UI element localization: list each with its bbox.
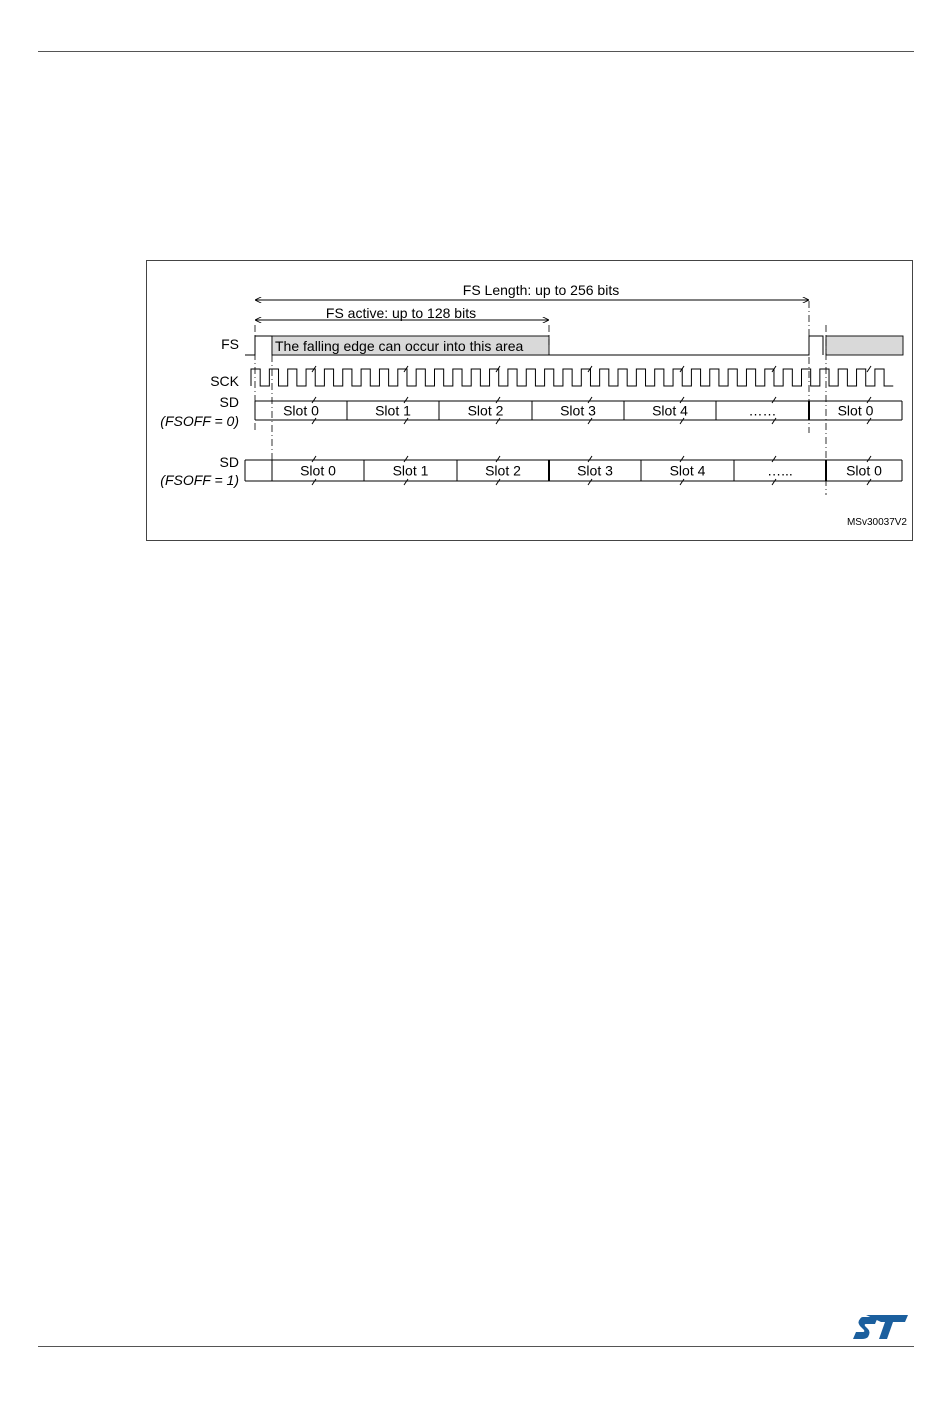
bit-tick — [680, 418, 684, 424]
bit-tick — [312, 418, 316, 424]
slot-label: Slot 2 — [485, 462, 521, 479]
sd-fsoff0-row — [255, 397, 902, 424]
slot-label: Slot 1 — [375, 402, 411, 419]
bit-tick — [588, 456, 592, 462]
slot-label: Slot 0 — [300, 462, 336, 479]
fs-active-label: FS active: up to 128 bits — [325, 305, 477, 321]
falling-edge-note: The falling edge can occur into this area — [275, 338, 524, 354]
slot-label: …... — [767, 462, 793, 479]
bit-tick — [680, 479, 684, 485]
fsoff0-label: (FSOFF = 0) — [160, 413, 239, 429]
slot-label: …… — [748, 402, 777, 419]
bit-tick — [680, 456, 684, 462]
bit-tick — [404, 456, 408, 462]
bit-tick — [312, 456, 316, 462]
header-rule — [38, 51, 914, 52]
sd-fsoff0-label: SD — [219, 394, 239, 410]
bit-tick — [496, 479, 500, 485]
slot-label: Slot 2 — [467, 402, 504, 419]
bit-tick — [867, 456, 871, 462]
bit-tick — [496, 418, 500, 424]
bit-tick — [772, 479, 776, 485]
fsoff1-label: (FSOFF = 1) — [160, 472, 239, 488]
slot-label: Slot 0 — [283, 402, 319, 419]
slot-label: Slot 4 — [652, 402, 688, 419]
slot-label: Slot 4 — [669, 462, 706, 479]
bit-tick — [496, 456, 500, 462]
fs-length-label: FS Length: up to 256 bits — [462, 282, 620, 298]
figure-id: MSv30037V2 — [846, 517, 907, 528]
next-frame-fs-area — [826, 336, 903, 355]
timing-diagram — [147, 261, 914, 542]
sd-fsoff1-label: SD — [219, 454, 239, 470]
slot-label: Slot 3 — [560, 402, 596, 419]
sck-signal-label: SCK — [210, 373, 239, 389]
bit-tick — [588, 418, 592, 424]
st-logo-icon — [852, 1313, 910, 1341]
sck-slot-tick — [867, 366, 871, 372]
bit-tick — [404, 479, 408, 485]
bit-tick — [404, 418, 408, 424]
sd-fsoff1-row — [245, 456, 902, 485]
slot-label: Slot 0 — [846, 462, 882, 479]
bit-tick — [588, 479, 592, 485]
slot-label: Slot 3 — [577, 462, 613, 479]
sck-waveform — [251, 369, 893, 386]
bit-tick — [772, 418, 776, 424]
bit-tick — [867, 479, 871, 485]
slot-label: Slot 1 — [392, 462, 429, 479]
footer-rule — [38, 1346, 914, 1347]
frame-guides — [255, 301, 826, 495]
bit-tick — [867, 418, 871, 424]
slot-label: Slot 0 — [837, 402, 874, 419]
bit-tick — [772, 456, 776, 462]
fs-signal-label: FS — [221, 336, 239, 352]
figure-frame — [146, 260, 913, 541]
bit-tick — [312, 479, 316, 485]
